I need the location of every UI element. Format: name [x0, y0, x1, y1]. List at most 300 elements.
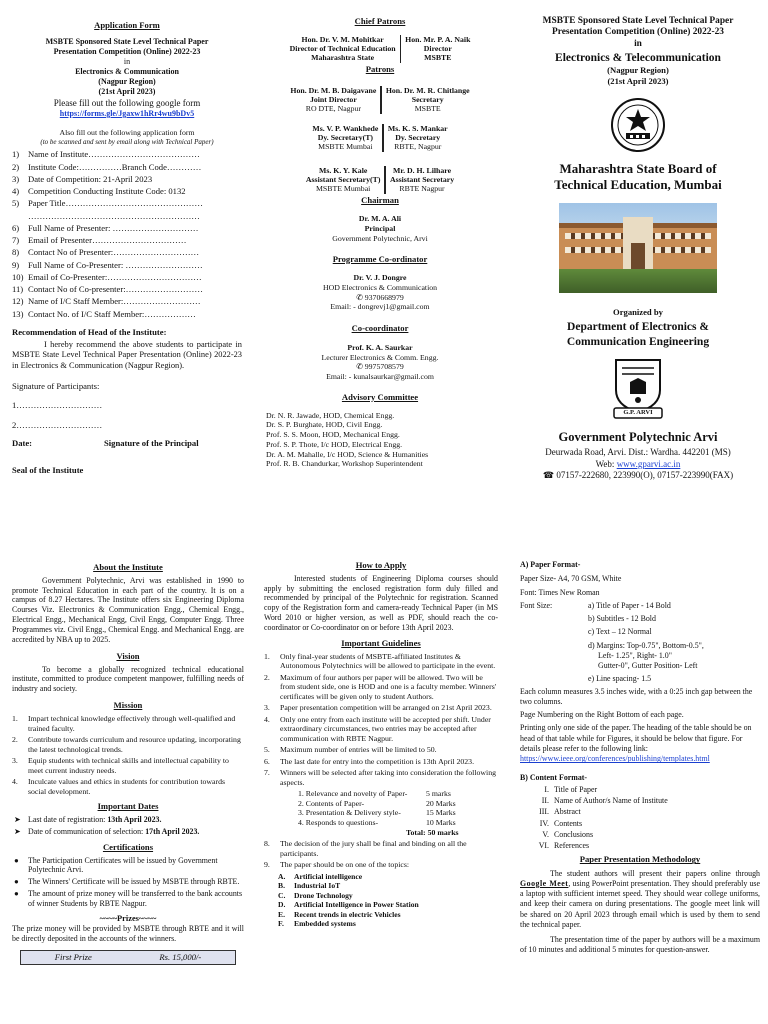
topic-letter: D.: [278, 900, 286, 910]
prizes-title: ~~~~Prizes~~~~: [99, 913, 157, 923]
cert-text: The amount of prize money will be transferred to the bank accounts of winner Students by RBTE Nagpur.: [28, 889, 243, 909]
field-number: 10): [12, 271, 24, 282]
cert-item: [12, 889, 244, 909]
date-item-label: Last date of registration:: [28, 815, 108, 825]
bullet-icon: ●: [14, 889, 19, 899]
patron-card: [302, 166, 385, 194]
patron-role: Assistant Secretary: [389, 174, 455, 184]
patron-org: RBTE, Nagpur: [394, 142, 442, 152]
application-form-panel: [12, 18, 242, 513]
item-number: 1.: [264, 651, 270, 661]
form-field[interactable]: [12, 272, 242, 283]
also-fill-text: Also fill out the following application form: [59, 127, 195, 137]
marks-value: 10 Marks: [426, 817, 456, 827]
field-number: 2): [12, 161, 20, 172]
field-number: 5): [12, 198, 20, 209]
marks-criterion: 1. Relevance and novelty of Paper-: [298, 788, 408, 798]
guideline-item: [264, 745, 498, 755]
app-head-line: MSBTE Sponsored State Level Technical Paper: [45, 36, 209, 46]
mission-item: [12, 714, 244, 733]
columns-text: Each column measures 3.5 inches wide, with a 0:25 inch gap between the two columns.: [520, 686, 753, 706]
marks-criterion: 2. Contents of Paper-: [298, 798, 365, 808]
item-text: Maximum number of entries will be limited to 50.: [280, 745, 437, 755]
field-number: 7): [12, 235, 20, 246]
date-signature-row: [12, 438, 242, 449]
methodology-title: Paper Presentation Methodology: [579, 854, 701, 865]
patrons-title: Patrons: [365, 63, 395, 74]
board-line: Maharashtra State Board of: [559, 160, 717, 176]
phone-icon: ✆: [356, 362, 365, 372]
date-label: Date:: [12, 437, 33, 448]
guideline-item: [264, 757, 498, 767]
methodology-part: , using PowerPoint presentation. They should preferably use a laptop with sufficient internet speed. They should wear college uniforms, and keep their camera on during presentations. The google meet link will be shared on 20 April 2023 through email which is used by them to send the technical paper.: [520, 878, 760, 929]
margins-line: d) Margins: Top-0.75", Bottom-0.5",: [588, 640, 704, 650]
marks-row: [298, 818, 498, 828]
content-text: Conclusions: [554, 829, 594, 839]
topic-letter: C.: [278, 890, 286, 900]
topic-text: Embedded systems: [294, 919, 356, 929]
item-number: 3.: [264, 703, 270, 713]
topic-text: Artificial intelligence: [294, 871, 363, 881]
topic-text: Artificial Intelligence in Power Station: [294, 900, 419, 910]
recommendation-title: Recommendation of Head of the Institute:: [12, 327, 167, 338]
patrons-row: [260, 86, 500, 114]
advisory-list: [260, 411, 500, 469]
msbte-logo: [608, 97, 668, 153]
coordinator-phone: 9370668979: [364, 292, 404, 302]
mission-list: [12, 714, 244, 796]
logo-text: G.P. ARVI: [623, 408, 653, 416]
patron-name: Ms. V. P. Wankhede: [312, 123, 379, 133]
item-text: The decision of the jury shall be final and binding on all the participants.: [280, 839, 467, 859]
date-item-value: 17th April 2023.: [145, 826, 200, 836]
msbte-logo-icon: [608, 97, 668, 153]
guideline-item: [264, 703, 498, 713]
guideline-item: [264, 768, 498, 787]
item-text: Only one entry from each institute will be accepted per shift. Under extraordinary circumstances, two entries may be accepted after communication with RBTE Nagpur.: [280, 714, 491, 744]
arrow-bullet-icon: ➤: [14, 826, 21, 836]
advisory-member: Prof. S. P. Thote, I/c HOD, Electrical Engg.: [266, 439, 403, 449]
co-coordinator-phone: 9975708579: [364, 362, 404, 372]
topic-letter: B.: [278, 881, 285, 891]
google-form-instruction: Please fill out the following google form: [53, 97, 201, 108]
how-to-apply-text: Interested students of Engineering Diploma courses should apply by submitting the enclosed registration form duly filled and recommended by principal of the Polytechnic for registration. Scanned copy of the Registration form and camera-ready Technical Paper (in MS Word 2010 or higher version, as well as PDF, should reach the co-coordinator or Co-coordinator on or before 13th April 2023.: [264, 573, 498, 633]
item-text: The last date for entry into the competition is 13th April 2023.: [280, 756, 475, 766]
bullet-icon: ●: [14, 877, 19, 887]
coordinator-block: [260, 273, 500, 312]
app-head-line: Presentation Competition (Online) 2022-23: [53, 46, 201, 56]
form-field[interactable]: [12, 211, 242, 222]
date-item: [12, 827, 244, 837]
app-head-line: in: [123, 56, 131, 66]
item-number: 8.: [264, 839, 270, 849]
web-label: Web:: [595, 458, 615, 469]
font-size-block: [520, 601, 760, 685]
patron-card: [401, 35, 474, 63]
roman-numeral: V.: [542, 829, 549, 839]
co-coordinator-phone-row: [260, 362, 500, 372]
cert-item: [12, 877, 244, 887]
patron-name: Ms. K. S. Mankar: [387, 123, 448, 133]
item-number: 1.: [12, 713, 18, 723]
signature-label: Signature of Participants:: [12, 381, 100, 392]
marks-value: 20 Marks: [426, 798, 456, 808]
chairman-title: Chairman: [361, 194, 399, 205]
cert-text: The Participation Certificates will be issued by Government Polytechnic Arvi.: [28, 855, 218, 875]
web-row: [516, 459, 760, 470]
patron-name: Hon. Dr. V. M. Mohitkar: [301, 34, 384, 44]
field-label: Full Name of Presenter: …………………………: [28, 222, 199, 233]
field-label: Name of I/C Staff Member:………………………: [28, 296, 201, 307]
arrow-bullet-icon: ➤: [14, 815, 21, 825]
cover-heading: [516, 16, 760, 50]
methodology-part: The student authors will present their papers online through: [550, 868, 760, 878]
guideline-item: [264, 715, 498, 744]
principal-signature-label: Signature of the Principal: [104, 437, 199, 448]
marks-row: [298, 789, 498, 799]
content-item: [532, 796, 760, 806]
coordinator-role: HOD Electronics & Communication: [322, 283, 438, 292]
cert-text: The Winners' Certificate will be issued by MSBTE through RBTE.: [28, 877, 240, 887]
advisory-member: Dr. A. M. Mahalle, I/c HOD, Science & Humanities: [266, 449, 429, 459]
item-text: The paper should be on one of the topics:: [280, 860, 410, 870]
item-text: Contribute towards curriculum and resource updating, incorporating the latest technological trends.: [28, 734, 241, 754]
field-label: Contact No of Co-presenter:………………………: [28, 284, 203, 295]
co-coordinator-role: Lecturer Electronics & Comm. Engg.: [321, 352, 439, 362]
application-fields: [12, 149, 242, 319]
printing-text: Printing only one side of the paper. The heading of the table should be on head of that table while for Figures, it should be below that figure. For details please refer to the following link:: [520, 723, 752, 753]
google-form-link-wrap: [12, 109, 242, 119]
coordinator-phone-row: [260, 293, 500, 303]
field-label: ……………………………………………………: [28, 210, 200, 221]
mission-item: [12, 735, 244, 754]
patron-role: Dy. Secretary(T): [317, 132, 373, 142]
patron-org: RO DTE, Nagpur: [305, 104, 361, 114]
chief-patrons-row: [260, 35, 500, 63]
form-field[interactable]: [12, 174, 242, 185]
item-number: 6.: [264, 756, 270, 766]
topic-text: Industrial IoT: [294, 881, 341, 891]
field-label: Name of Institute…………………………………: [28, 149, 200, 160]
content-item: [532, 830, 760, 840]
form-field[interactable]: [12, 149, 242, 160]
patron-org: RBTE Nagpur: [399, 184, 445, 194]
date-item-label: Date of communication of selection:: [28, 826, 146, 836]
field-number: 8): [12, 247, 20, 258]
patron-role: Secretary: [411, 94, 444, 104]
margins-line: Left- 1.25", Right- 1.0": [598, 650, 672, 660]
guidelines-title: Important Guidelines: [341, 637, 421, 648]
item-text: Inculcate values and ethics in students for contribution towards social development.: [28, 776, 226, 796]
item-number: 9.: [264, 860, 270, 870]
field-number: 1): [12, 149, 20, 160]
gp-arvi-logo: [612, 356, 664, 420]
field-number: 6): [12, 222, 20, 233]
roman-numeral: I.: [544, 784, 549, 794]
form-field[interactable]: [12, 284, 242, 295]
font-size-label: Font Size:: [520, 600, 553, 610]
marks-table: [264, 789, 498, 838]
topic-item: [278, 919, 498, 928]
paper-size: Paper Size- A4, 70 GSM, White: [520, 574, 622, 584]
marks-criterion: 3. Presentation & Delivery style-: [298, 808, 401, 818]
patron-card: [386, 166, 458, 194]
advisory-member: Dr. N. R. Jawade, HOD, Chemical Engg.: [266, 410, 395, 420]
methodology-text-2: The presentation time of the paper by authors will be a maximum of 10 minutes and additional 5 minutes for question-answer.: [520, 935, 760, 955]
patron-card: [384, 124, 452, 152]
advisory-member: Prof. R. B. Chandurkar, Workshop Superintendent: [266, 459, 423, 469]
prizes-text: The prize money will be provided by MSBTE through RBTE and it will be directly deposited in the accounts of the winners.: [12, 924, 244, 944]
field-number: [12, 211, 28, 222]
cover-line: MSBTE Sponsored State Level Technical Paper: [542, 16, 734, 26]
patron-name: Hon. Dr. M. B. Daigavane: [290, 85, 377, 95]
form-field[interactable]: [12, 162, 242, 173]
chief-patrons-title: Chief Patrons: [354, 16, 406, 26]
co-coordinator-email: Email: - kunalsaurkar@gmail.com: [326, 372, 434, 382]
board-line: Technical Education, Mumbai: [554, 176, 722, 192]
phone-numbers: 07157-222680, 223990(O), 07157-223990(FAX): [556, 469, 734, 480]
about-title: About the Institute: [93, 562, 163, 572]
patron-role: Dy. Secretary: [395, 132, 441, 142]
patron-org: MSBTE Mumbai: [318, 142, 373, 152]
chairman-org: Government Polytechnic, Arvi: [332, 233, 428, 243]
mission-item: [12, 756, 244, 775]
field-label: Contact No of Presenter:…………………………: [28, 247, 200, 258]
patrons-row: [260, 124, 500, 152]
topic-item: [278, 900, 498, 909]
patron-card: [286, 35, 400, 63]
app-head-line: (Nagpur Region): [98, 76, 156, 86]
item-text: Maximum of four authors per paper will be allowed. Two will be from student side, one is HOD and one is a faculty member. Winners' certificates will be given only to student Authors.: [280, 672, 497, 702]
date-item: [12, 815, 244, 825]
topic-item: [278, 891, 498, 900]
application-form-heading: [12, 37, 242, 97]
app-head-line: (21st April 2023): [98, 86, 156, 96]
roman-numeral: III.: [539, 807, 549, 817]
first-prize-box: [20, 950, 236, 965]
topic-item: [278, 910, 498, 919]
patron-card: [382, 86, 474, 114]
item-number: 7.: [264, 767, 270, 777]
guideline-item: [264, 673, 498, 702]
chairman-block: [260, 214, 500, 243]
patron-card: [308, 124, 382, 152]
content-text: Abstract: [554, 807, 581, 817]
marks-value: 15 Marks: [426, 808, 456, 818]
organized-by-label: Organized by: [613, 307, 663, 318]
how-to-apply-title: How to Apply: [355, 560, 407, 570]
recommendation-text: I hereby recommend the above students to participate in MSBTE State Level Technical Paper Presentation (Online) 2022-23 in Electronics & Communication (Nagpur Region).: [12, 339, 242, 370]
phone-icon: ✆: [356, 292, 365, 302]
roman-numeral: IV.: [539, 818, 549, 828]
patron-name: Hon. Mr. P. A. Naik: [405, 34, 471, 44]
how-to-apply-panel: [264, 558, 498, 1024]
guideline-item: [264, 652, 498, 671]
ieee-link-wrap: [520, 754, 760, 764]
signature-line-1[interactable]: 1…………………………: [12, 400, 103, 411]
item-text: Equip students with technical skills and intellectual capability to meet current industry needs.: [28, 755, 229, 775]
patron-name: Hon. Dr. M. R. Chitlange: [385, 85, 470, 95]
guidelines-list: [264, 652, 498, 788]
date-item-value: 13th April 2023.: [107, 815, 162, 825]
co-coordinator-block: [260, 343, 500, 382]
application-form-title: Application Form: [94, 20, 160, 30]
patron-name: Mr. D. H. Lilhare: [393, 165, 452, 175]
marks-criterion: 4. Responds to questions-: [298, 817, 379, 827]
topic-text: Recent trends in electric Vehicles: [294, 909, 401, 919]
marks-total: Total: 50 marks: [406, 827, 459, 837]
roman-numeral: VI.: [538, 841, 549, 851]
form-field[interactable]: [12, 186, 242, 197]
field-number: 12): [12, 296, 24, 307]
patrons-row: [260, 166, 500, 194]
advisory-title: Advisory Committee: [341, 391, 419, 402]
department-line: Communication Engineering: [566, 335, 710, 348]
marks-row: [298, 808, 498, 818]
field-number: 11): [12, 284, 24, 295]
item-number: 5.: [264, 745, 270, 755]
topic-letter: A.: [278, 871, 286, 881]
college-name: Government Polytechnic Arvi: [558, 429, 718, 444]
item-text: Impart technical knowledge effectively through well-qualified and trained faculty.: [28, 713, 236, 733]
topic-text: Drone Technology: [294, 890, 353, 900]
content-item: [532, 785, 760, 795]
chairman-role: Principal: [364, 224, 396, 234]
about-panel: [12, 562, 244, 1024]
topic-letter: E.: [278, 909, 285, 919]
college-building-photo: [559, 203, 717, 293]
patrons-panel: [260, 14, 500, 509]
signature-line-2[interactable]: 2…………………………: [12, 419, 103, 430]
patron-role: Joint Director: [309, 94, 357, 104]
content-text: Contents: [554, 818, 583, 828]
content-format-title: B) Content Format-: [520, 772, 588, 782]
field-label: Email of Presenter……………………………: [28, 235, 187, 246]
department-line: Department of Electronics &: [567, 320, 709, 333]
content-item: [532, 807, 760, 817]
coordinator-name: Dr. V. J. Dongre: [353, 273, 407, 283]
paper-format-panel: [520, 560, 760, 1024]
department-name: [516, 320, 760, 350]
font-name: Font: Times New Roman: [520, 587, 600, 597]
co-coordinator-name: Prof. K. A. Saurkar: [347, 342, 413, 352]
item-number: 2.: [264, 672, 270, 682]
board-name: [516, 161, 760, 194]
field-number: 3): [12, 173, 20, 184]
font-size-item: a) Title of Paper - 14 Bold: [588, 600, 671, 610]
chairman-name: Dr. M. A. Ali: [358, 214, 402, 224]
mission-item: [12, 777, 244, 796]
website-link[interactable]: www.gparvi.ac.in: [616, 458, 681, 469]
patron-name: Ms. K. Y. Kale: [318, 165, 368, 175]
line-spacing: e) Line spacing- 1.5: [588, 674, 652, 684]
form-field[interactable]: [12, 260, 242, 271]
field-number: 4): [12, 186, 20, 197]
patron-org: MSBTE: [424, 53, 452, 63]
form-field[interactable]: [12, 198, 242, 209]
topic-letter: F.: [278, 919, 284, 929]
co-coordinator-title: Co-coordinator: [351, 323, 409, 334]
item-number: 4.: [264, 714, 270, 724]
scan-note: (to be scanned and sent by email along with Technical Paper): [40, 137, 214, 146]
item-number: 3.: [12, 755, 18, 765]
content-item: [532, 819, 760, 829]
field-number: 9): [12, 259, 20, 270]
field-label: Contact No. of I/C Staff Member:………………: [28, 308, 196, 319]
coordinator-title: Programme Co-ordinator: [332, 253, 428, 264]
telephone-icon: ☎: [542, 469, 557, 480]
numbering-text: Page Numbering on the Right Bottom of each page.: [520, 710, 684, 720]
ieee-template-link[interactable]: https://www.ieee.org/conferences/publishing/templates.html: [520, 754, 710, 764]
topic-item: [278, 881, 498, 890]
mission-title: Mission: [113, 700, 143, 711]
first-prize-amount: Rs. 15,000/-: [159, 952, 202, 963]
seal-label: Seal of the Institute: [12, 465, 84, 476]
patron-org: Maharashtra State: [311, 53, 375, 63]
guideline-item: [264, 839, 498, 858]
cover-branch: Electronics & Telecommunication: [555, 51, 721, 64]
topics-list: [264, 872, 498, 929]
certifications-title: Certifications: [102, 841, 154, 852]
cover-region: (Nagpur Region): [607, 65, 669, 76]
content-text: References: [554, 841, 590, 851]
certifications-list: [12, 856, 244, 909]
content-text: Name of Author/s Name of Institute: [554, 796, 668, 806]
patron-card: [286, 86, 380, 114]
field-label: Full Name of Co-Presenter: ………………………: [28, 259, 203, 270]
college-address: Deurwada Road, Arvi. Dist.: Wardha. 442201 (MS): [545, 447, 731, 458]
item-text: Only final-year students of MSBTE-affiliated Institutes & Autonomous Polytechnics will be allowed to participate in the event.: [280, 651, 496, 671]
paper-format-title: A) Paper Format-: [520, 560, 581, 569]
form-field[interactable]: [12, 223, 242, 234]
bullet-icon: ●: [14, 855, 19, 865]
important-dates-title: Important Dates: [97, 801, 159, 812]
google-meet-label: Google Meet: [520, 878, 569, 888]
content-item: [532, 841, 760, 851]
item-text: Winners will be selected after taking into consideration the following aspects.: [280, 767, 496, 787]
cert-item: [12, 856, 244, 876]
app-head-line: Electronics & Communication: [75, 66, 179, 76]
coordinator-email: Email: - dongrevj1@gmail.com: [330, 302, 430, 312]
advisory-member: Dr. S. P. Burghate, HOD, Civil Engg.: [266, 420, 383, 430]
cover-panel: [516, 14, 760, 509]
vision-title: Vision: [116, 650, 140, 661]
vision-text: To become a globally recognized technical educational institute, committed to produce competent manpower, fulfilling needs of industry and society.: [12, 664, 244, 694]
content-text: Title of Paper: [554, 784, 598, 794]
item-number: 4.: [12, 776, 18, 786]
patron-role: Director of Technical Education: [289, 44, 396, 54]
form-field[interactable]: [12, 296, 242, 307]
roman-numeral: II.: [541, 796, 549, 806]
google-form-link[interactable]: https://forms.gle/Jgaxw1hRr4wu9bDv5: [59, 108, 195, 118]
content-format-list: [520, 785, 760, 852]
form-field[interactable]: [12, 247, 242, 258]
item-text: Paper presentation competition will be arranged on 21st April 2023.: [280, 703, 492, 713]
form-field[interactable]: [12, 309, 242, 320]
patron-org: MSBTE: [414, 104, 441, 114]
methodology-text-1: [520, 869, 760, 931]
important-dates-list: [12, 815, 244, 837]
field-label: Email of Co-Presenter:……………………………: [28, 271, 202, 282]
form-field[interactable]: [12, 235, 242, 246]
font-size-item: b) Subtitles - 12 Bold: [588, 614, 656, 624]
patron-role: Director: [423, 44, 452, 54]
field-label: Paper Title…………………………………………: [28, 198, 203, 209]
cover-line: in: [634, 38, 642, 49]
font-size-list: [588, 601, 704, 685]
field-label: Institute Code:……………Branch Code…………: [28, 161, 202, 172]
cover-line: Presentation Competition (Online) 2022-23: [552, 27, 724, 38]
